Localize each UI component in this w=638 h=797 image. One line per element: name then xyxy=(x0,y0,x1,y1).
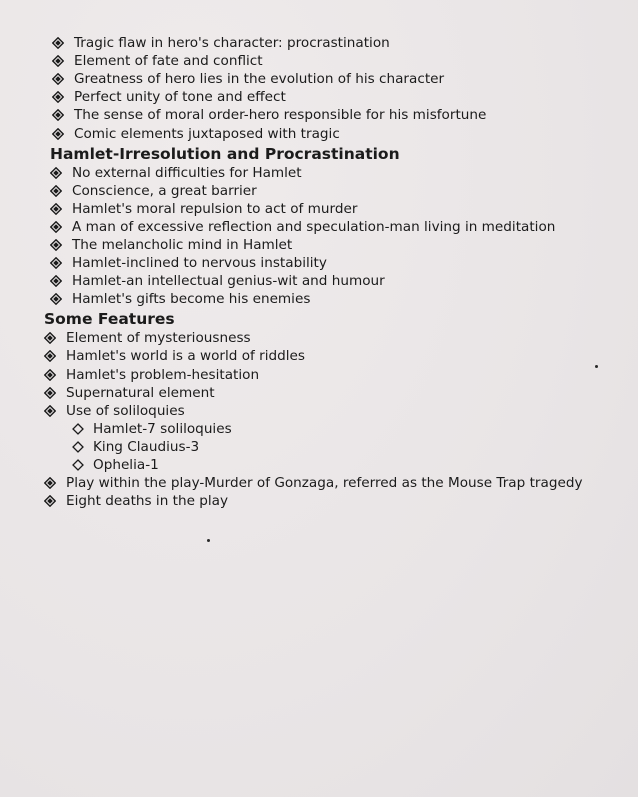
list-item xyxy=(52,70,604,88)
diamond-bullet-icon xyxy=(52,37,64,49)
list-item-text: Comic elements juxtaposed with tragic xyxy=(74,125,340,142)
list-item xyxy=(52,88,604,106)
document-content xyxy=(44,34,604,510)
diamond-bullet-icon xyxy=(44,405,56,417)
list-item xyxy=(44,366,604,384)
speck xyxy=(595,365,598,368)
list-item xyxy=(44,329,604,347)
diamond-bullet-icon xyxy=(50,257,62,269)
diamond-bullet-icon xyxy=(44,350,56,362)
list-item-text: Hamlet's gifts become his enemies xyxy=(72,291,311,308)
soliloquies-sublist xyxy=(44,420,604,474)
section-heading-irresolution: Hamlet-Irresolution and Procrastination xyxy=(50,144,400,163)
hollow-diamond-icon xyxy=(72,441,84,453)
list-item xyxy=(44,402,604,420)
list-item xyxy=(44,492,604,510)
list-item xyxy=(52,52,604,70)
list-item-text: Hamlet-inclined to nervous instability xyxy=(72,255,327,272)
list-item xyxy=(52,34,604,52)
list-item-text: Greatness of hero lies in the evolution of his character xyxy=(74,71,445,88)
list-item-text: Eight deaths in the play xyxy=(66,493,229,510)
list-item-text: Hamlet's problem-hesitation xyxy=(66,366,260,383)
list-item-text: A man of excessive reflection and speculation-man living in meditation xyxy=(72,218,556,235)
diamond-bullet-icon xyxy=(52,128,64,140)
hollow-diamond-icon xyxy=(72,423,84,435)
list-item xyxy=(50,164,604,182)
diamond-bullet-icon xyxy=(50,293,62,305)
diamond-bullet-icon xyxy=(52,73,64,85)
diamond-bullet-icon xyxy=(44,332,56,344)
list-item xyxy=(50,200,604,218)
diamond-bullet-icon xyxy=(44,387,56,399)
list-item-text: Hamlet's moral repulsion to act of murder xyxy=(72,200,358,217)
speck xyxy=(207,539,210,542)
list-item xyxy=(44,384,604,402)
list-item-text: Supernatural element xyxy=(66,384,215,401)
section-tragedy-features xyxy=(44,34,604,143)
list-item-text: Use of soliloquies xyxy=(66,402,185,419)
diamond-bullet-icon xyxy=(50,167,62,179)
diamond-bullet-icon xyxy=(52,109,64,121)
section-heading-some-features: Some Features xyxy=(44,310,175,329)
diamond-bullet-icon xyxy=(50,275,62,287)
diamond-bullet-icon xyxy=(44,477,56,489)
sub-list-item-text: Hamlet-7 soliloquies xyxy=(93,420,232,437)
list-item-text: Conscience, a great barrier xyxy=(72,182,257,199)
sub-list-item-text: King Claudius-3 xyxy=(93,438,200,455)
list-item xyxy=(50,272,604,290)
list-item xyxy=(52,124,604,142)
sub-list-item xyxy=(72,438,604,456)
section-some-features-list-continued xyxy=(44,474,604,510)
list-item-text: The sense of moral order-hero responsible for his misfortune xyxy=(74,107,487,124)
sub-list-item xyxy=(72,420,604,438)
list-item xyxy=(50,218,604,236)
list-item-text: Element of fate and conflict xyxy=(74,53,263,70)
list-item xyxy=(52,106,604,124)
diamond-bullet-icon xyxy=(50,239,62,251)
list-item-text: Perfect unity of tone and effect xyxy=(74,89,286,106)
list-item xyxy=(50,290,604,308)
diamond-bullet-icon xyxy=(50,185,62,197)
list-item-text: Tragic flaw in hero's character: procrastination xyxy=(74,35,390,52)
list-item xyxy=(50,182,604,200)
section-some-features-list xyxy=(44,329,604,419)
hollow-diamond-icon xyxy=(72,459,84,471)
diamond-bullet-icon xyxy=(50,203,62,215)
sub-list-item xyxy=(72,456,604,474)
list-item-text: Element of mysteriousness xyxy=(66,330,251,347)
list-item xyxy=(44,347,604,365)
diamond-bullet-icon xyxy=(50,221,62,233)
diamond-bullet-icon xyxy=(52,91,64,103)
list-item-text: Play within the play-Murder of Gonzaga, referred as the Mouse Trap tragedy xyxy=(66,475,583,492)
section-irresolution-list xyxy=(44,164,604,309)
diamond-bullet-icon xyxy=(44,369,56,381)
sub-list-item-text: Ophelia-1 xyxy=(93,457,159,474)
list-item-text: The melancholic mind in Hamlet xyxy=(72,236,293,253)
diamond-bullet-icon xyxy=(44,495,56,507)
list-item xyxy=(50,236,604,254)
list-item xyxy=(44,474,604,492)
list-item-text: Hamlet's world is a world of riddles xyxy=(66,348,306,365)
list-item xyxy=(50,254,604,272)
list-item-text: Hamlet-an intellectual genius-wit and humour xyxy=(72,273,385,290)
diamond-bullet-icon xyxy=(52,55,64,67)
list-item-text: No external difficulties for Hamlet xyxy=(72,164,302,181)
